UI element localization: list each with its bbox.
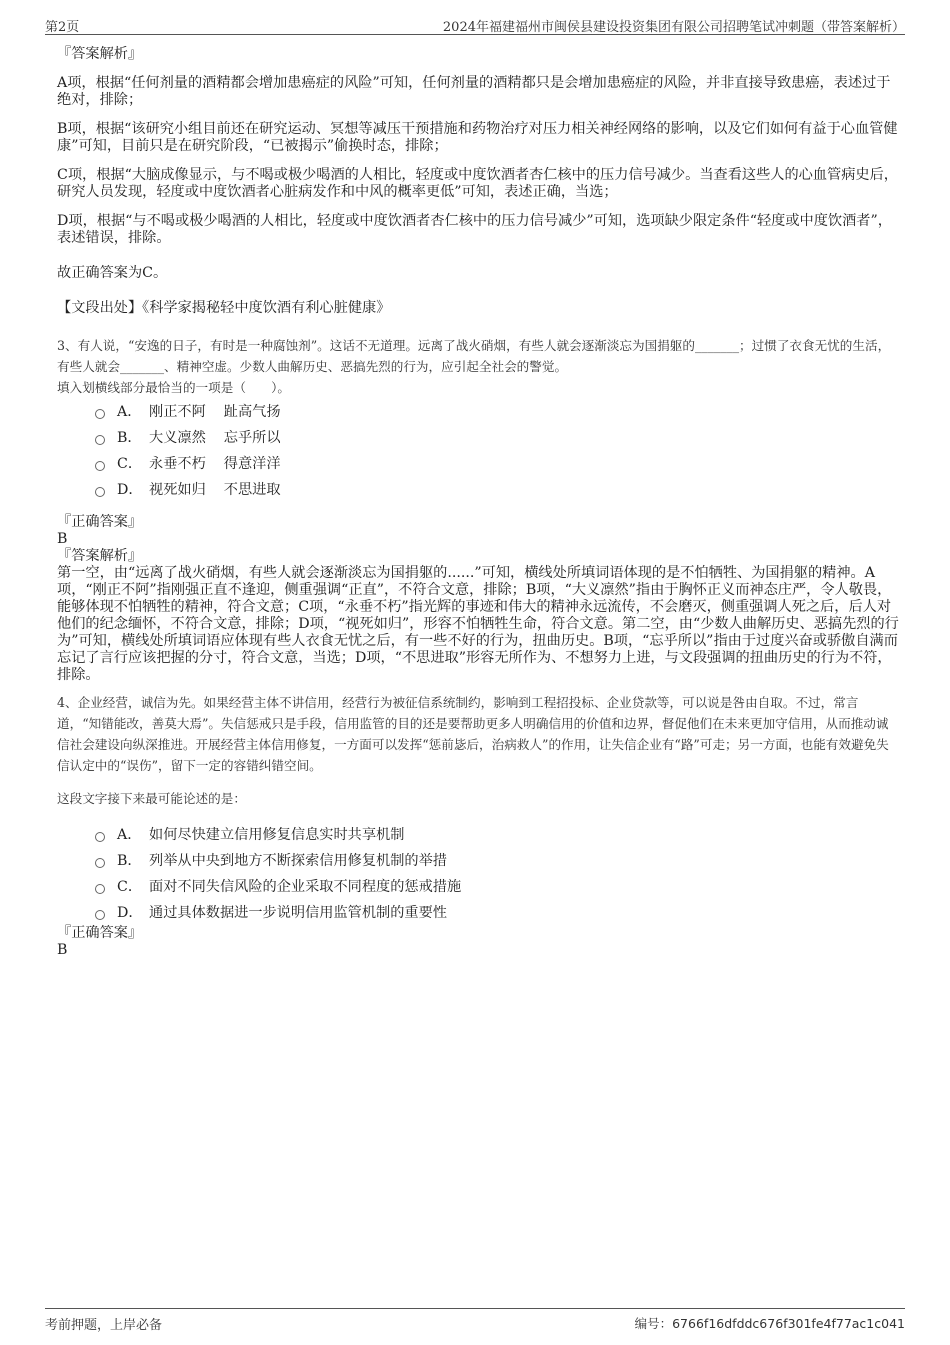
page-header: [45, 14, 905, 35]
option-a[interactable]: A． 如何尽快建立信用修复信息实时共享机制: [95, 821, 900, 847]
radio-button[interactable]: [95, 832, 105, 842]
radio-button[interactable]: [95, 461, 105, 471]
radio-button[interactable]: [95, 858, 105, 868]
answer-heading: 『正确答案』: [57, 925, 143, 941]
radio-button[interactable]: [95, 884, 105, 894]
option-b[interactable]: B． 列举从中央到地方不断探索信用修复机制的举措: [95, 847, 900, 873]
footer-slogan: 考前押题，上岸必备: [45, 1318, 163, 1333]
question-3-prompt: 填入划横线部分最恰当的一项是（ ）。: [57, 380, 290, 395]
passage-source: 【文段出处】《科学家揭秘轻中度饮酒有利心脏健康》: [57, 300, 391, 316]
page-content: [57, 46, 900, 959]
document-title: 2024年福建福州市闽侯县建设投资集团有限公司招聘笔试冲刺题（带答案解析）: [442, 20, 905, 35]
analysis-conclusion: 故正确答案为C。: [57, 265, 168, 281]
analysis-option-a: A项，根据“任何剂量的酒精都会增加患癌症的风险”可知，任何剂量的酒精都只是会增加患癌症的风险，并非直接导致患癌，表述过于绝对，排除；: [57, 75, 891, 108]
page-footer: [45, 1308, 905, 1331]
option-b[interactable]: B． 大义凛然 忘乎所以: [95, 424, 900, 450]
option-c[interactable]: C． 永垂不朽 得意洋洋: [95, 450, 900, 476]
analysis-heading: 『答案解析』: [57, 548, 143, 564]
page-number: 第2页: [45, 20, 80, 35]
radio-button[interactable]: [95, 409, 105, 419]
option-c[interactable]: C． 面对不同失信风险的企业采取不同程度的惩戒措施: [95, 873, 900, 899]
question-4-stem: 4、企业经营，诚信为先。如果经营主体不讲信用，经营行为被征信系统制约，影响到工程招投标、企业贷款等，可以说是咎由自取。不过，常言道，“知错能改，善莫大焉”。失信惩戒只是手段，信用监管的目的还是要帮助更多人明确信用的价值和边界，督促他们在未来更加守信用，从而推动诚信社会建设向纵深推进。开展经营主体信用修复，一方面可以发挥“惩前毖后，治病救人”的作用，让失信企业有“路”可走；另一方面，也能有效避免失信认定中的“误伤”，留下一定的容错纠错空间。: [57, 695, 889, 773]
question-3-stem: 3、有人说，“安逸的日子，有时是一种腐蚀剂”。这话不无道理。远离了战火硝烟，有些人就会逐渐淡忘为国捐躯的_______；过惯了衣食无忧的生活，有些人就会_______、精神空虚。少数人曲解历史、恶搞先烈的行为，应引起全社会的警觉。: [57, 338, 891, 374]
radio-button[interactable]: [95, 487, 105, 497]
question-3-analysis: 第一空，由“远离了战火硝烟，有些人就会逐渐淡忘为国捐躯的......”可知，横线处所填词语体现的是不怕牺牲、为国捐躯的精神。A项，“刚正不阿”指刚强正直不逢迎，侧重强调“正直”，不符合文意，排除；B项，“大义凛然”指由于胸怀正义而神态庄严，令人敬畏，能够体现不怕牺牲的精神，符合文意；C项，“永垂不朽”指光辉的事迹和伟大的精神永远流传，不会磨灭，侧重强调人死之后，后人对他们的纪念缅怀，不符合文意，排除；D项，“视死如归”，形容不怕牺牲生命，符合文意。第二空，由“少数人曲解历史、恶搞先烈的行为”可知，横线处所填词语应体现有些人衣食无忧之后，有一些不好的行为，扭曲历史。B项，“忘乎所以”指由于过度兴奋或骄傲自满而忘记了言行应该把握的分寸，符合文意，当选；D项，“不思进取”形容无所作为、不想努力上进，与文段强调的扭曲历史的行为不符，排除。: [57, 565, 899, 683]
analysis-option-c: C项，根据“大脑成像显示，与不喝或极少喝酒的人相比，轻度或中度饮酒者杏仁核中的压力信号减少。当查看这些人的心血管病史后，研究人员发现，轻度或中度饮酒者心脏病发作和中风的概率更低”可知，表述正确，当选；: [57, 167, 898, 200]
question-4-prompt: 这段文字接下来最可能论述的是：: [57, 791, 246, 806]
analysis-option-b: B项，根据“该研究小组目前还在研究运动、冥想等减压干预措施和药物治疗对压力相关神经网络的影响，以及它们如何有益于心血管健康”可知，目前只是在研究阶段，“已被揭示”偷换时态，排除；: [57, 121, 898, 154]
answer-value: B: [57, 942, 68, 958]
option-d[interactable]: D． 通过具体数据进一步说明信用监管机制的重要性: [95, 899, 900, 925]
option-d[interactable]: D． 视死如归 不思进取: [95, 476, 900, 502]
answer-heading: 『正确答案』: [57, 514, 143, 530]
document-code: 编号：6766f16dfddc676f301fe4f77ac1c041: [634, 1316, 905, 1331]
option-a[interactable]: A． 刚正不阿 趾高气扬: [95, 398, 900, 424]
question-3-options: [95, 398, 900, 502]
answer-value: B: [57, 531, 68, 547]
analysis-heading: 『答案解析』: [57, 46, 143, 62]
radio-button[interactable]: [95, 910, 105, 920]
question-4-options: [95, 821, 900, 925]
analysis-option-d: D项，根据“与不喝或极少喝酒的人相比，轻度或中度饮酒者杏仁核中的压力信号减少”可知，选项缺少限定条件“轻度或中度饮酒者”，表述错误，排除。: [57, 213, 892, 246]
radio-button[interactable]: [95, 435, 105, 445]
